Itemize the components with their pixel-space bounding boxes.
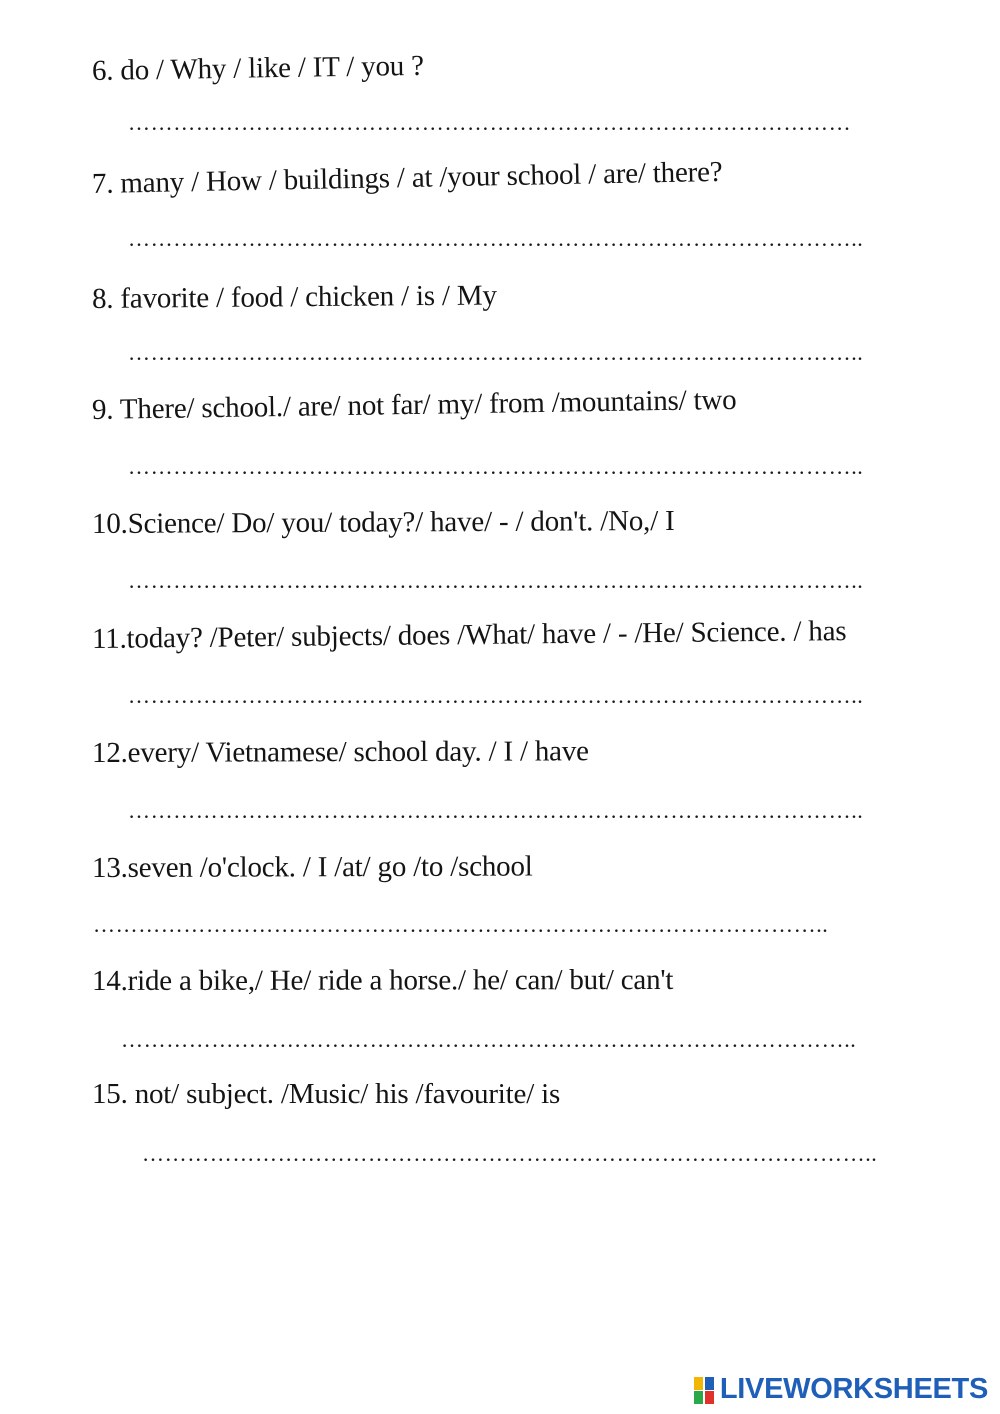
exercise-6-answer-line[interactable]: …………………………………………………………………………………… [128,110,852,135]
exercise-8-prompt: 8. favorite / food / chicken / is / My [91,279,497,315]
logo-cell-green [694,1391,703,1404]
logo-cell-blue [705,1377,714,1390]
exercise-15-answer-line[interactable]: …………………………………………………………………………………….. [142,1141,878,1166]
exercise-14-prompt: 14.ride a bike,/ He/ ride a horse./ he/ can/ but/ can't [91,963,674,997]
exercise-11-answer-line[interactable]: …………………………………………………………………………………….. [128,683,864,708]
exercise-15-prompt: 15. not/ subject. /Music/ his /favourite/ is [92,1078,561,1110]
exercise-14-answer-line[interactable]: …………………………………………………………………………………….. [121,1027,857,1052]
exercise-10-answer-line[interactable]: …………………………………………………………………………………….. [128,568,864,593]
exercise-12-answer-line[interactable]: …………………………………………………………………………………….. [128,798,864,823]
liveworksheets-logo-icon [694,1375,716,1405]
liveworksheets-branding[interactable] [694,1373,988,1406]
exercise-11-prompt: 11.today? /Peter/ subjects/ does /What/ have / - /He/ Science. / has [91,615,847,655]
exercise-9-prompt: 9. There/ school./ are/ not far/ my/ from /mountains/ two [91,383,737,426]
exercise-6-prompt: 6. do / Why / like / IT / you ? [91,49,425,87]
exercise-13-prompt: 13.seven /o'clock. / I /at/ go /to /school [91,850,533,884]
exercise-7-answer-line[interactable]: …………………………………………………………………………………….. [128,226,864,251]
exercise-9-answer-line[interactable]: …………………………………………………………………………………….. [128,454,864,479]
logo-cell-yellow [694,1377,703,1390]
logo-cell-red [705,1391,714,1404]
exercise-13-answer-line[interactable]: …………………………………………………………………………………….. [93,912,829,937]
exercise-8-answer-line[interactable]: …………………………………………………………………………………….. [128,340,864,365]
exercise-10-prompt: 10.Science/ Do/ you/ today?/ have/ - / don't. /No,/ I [91,504,675,540]
exercise-12-prompt: 12.every/ Vietnamese/ school day. / I / have [91,735,589,769]
exercise-7-prompt: 7. many / How / buildings / at /your school / are/ there? [91,155,723,200]
liveworksheets-wordmark: LIVEWORKSHEETS [719,1373,988,1405]
